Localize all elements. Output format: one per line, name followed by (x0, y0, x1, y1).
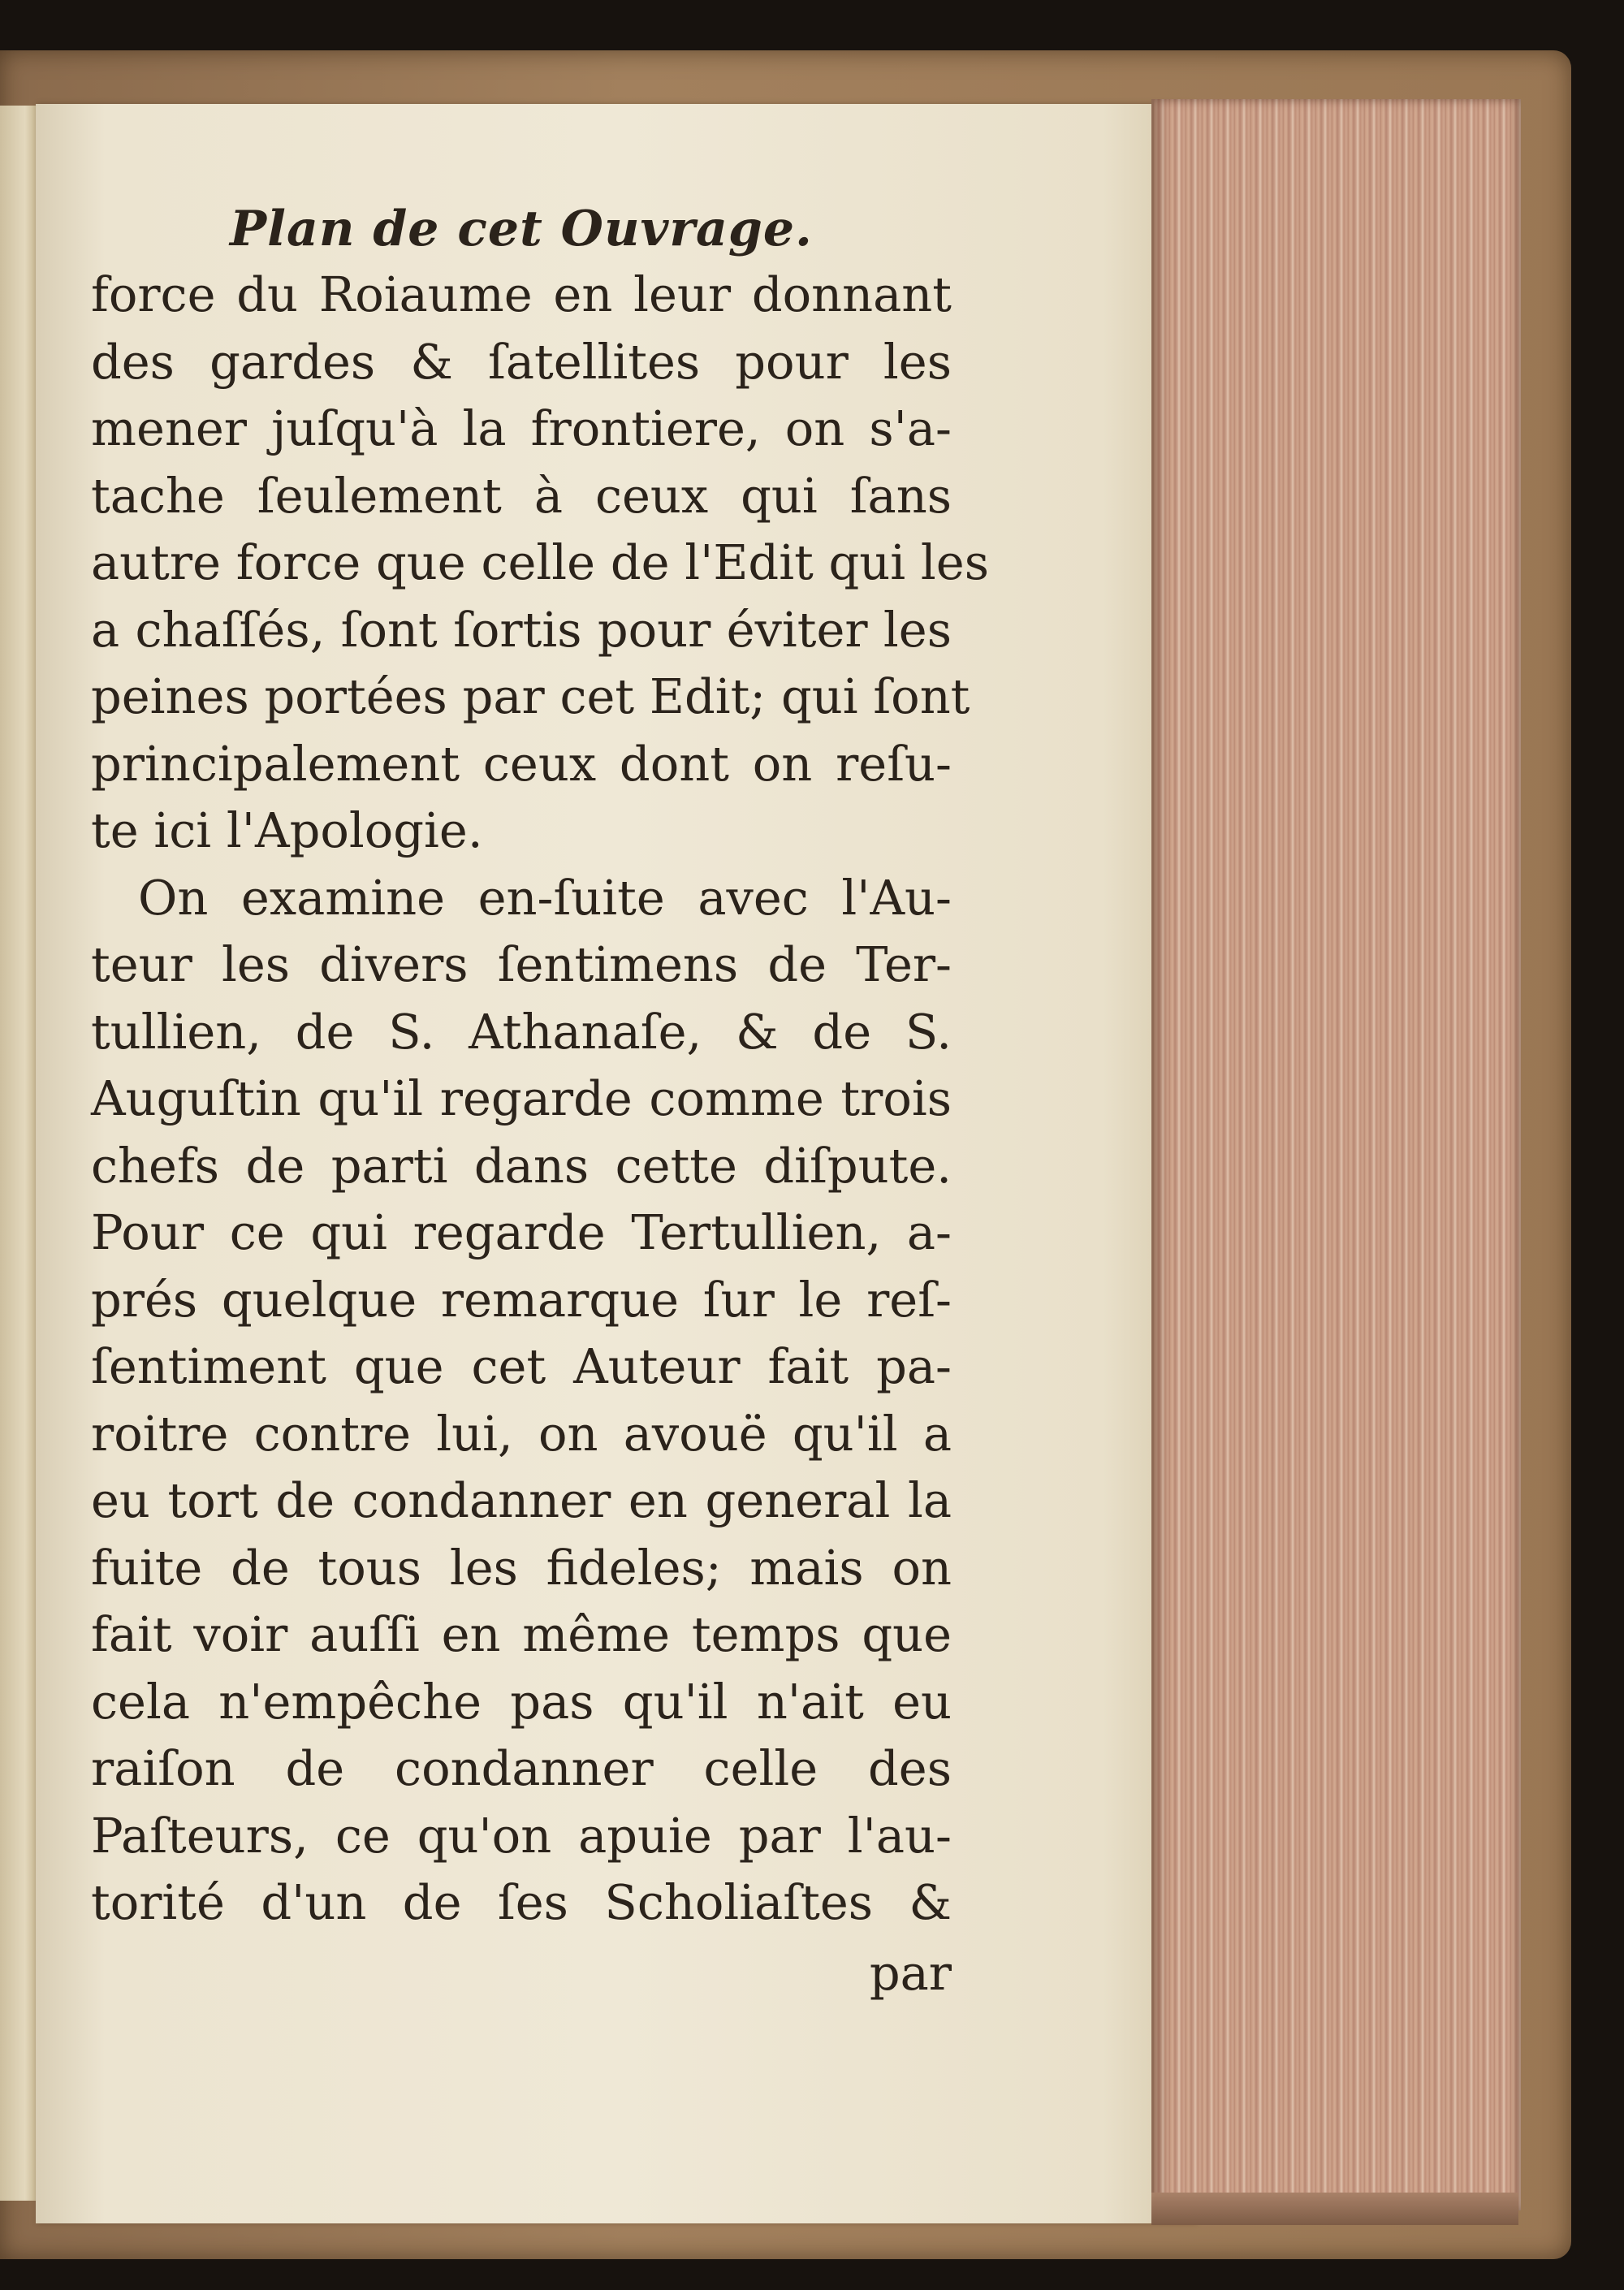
text-line: Pour ce qui regarde Tertullien, a- (91, 1204, 952, 1260)
text-line: Auguſtin qu'il regarde comme trois (91, 1070, 952, 1126)
text-line: principalement ceux dont on reſu- (91, 735, 952, 792)
text-line: teur les divers ſentimens de Ter- (91, 936, 952, 992)
text-line: a chaſſés, ſont ſortis pour éviter les (91, 601, 952, 658)
page-block-edges (1151, 99, 1521, 2210)
text-line: prés quelque remarque ſur le reſ- (91, 1271, 952, 1328)
running-head: Plan de cet Ouvrage. (230, 201, 813, 257)
text-line: roitre contre lui, on avouë qu'il a (91, 1405, 952, 1462)
page-content (91, 201, 989, 2007)
text-line: eu tort de condanner en general la (91, 1472, 952, 1528)
text-line: raiſon de condanner celle des (91, 1740, 952, 1796)
text-line: des gardes & ſatellites pour les (91, 333, 952, 390)
text-line: chefs de parti dans cette diſpute. (91, 1137, 952, 1194)
text-line: peines portées par cet Edit; qui ſont (91, 668, 970, 724)
text-line: fuite de tous les fideles; mais on (91, 1539, 952, 1596)
text-line: tullien, de S. Athanaſe, & de S. (91, 1003, 952, 1060)
text-line: On examine en-ſuite avec l'Au- (138, 869, 952, 926)
text-line: fait voir auſſi en même temps que (91, 1606, 952, 1662)
text-line: tache ſeulement à ceux qui ſans (91, 467, 952, 524)
text-line: Paſteurs, ce qu'on apuie par l'au- (91, 1807, 952, 1864)
text-line: mener juſqu'à la frontiere, on s'a- (91, 400, 952, 456)
text-line: te ici l'Apologie. (91, 802, 483, 858)
text-line: force du Roiaume en leur donnant (91, 266, 952, 322)
text-line: autre force que celle de l'Edit qui les (91, 534, 989, 590)
text-line: torité d'un de ſes Scholiaſtes & (91, 1874, 952, 1930)
page-block-bottom (1151, 2193, 1518, 2225)
previous-page-edge (0, 106, 37, 2201)
text-line: cela n'empêche pas qu'il n'ait eu (91, 1673, 952, 1730)
text-line: ſentiment que cet Auteur fait pa- (91, 1338, 952, 1394)
catchword: par (869, 1944, 952, 2001)
